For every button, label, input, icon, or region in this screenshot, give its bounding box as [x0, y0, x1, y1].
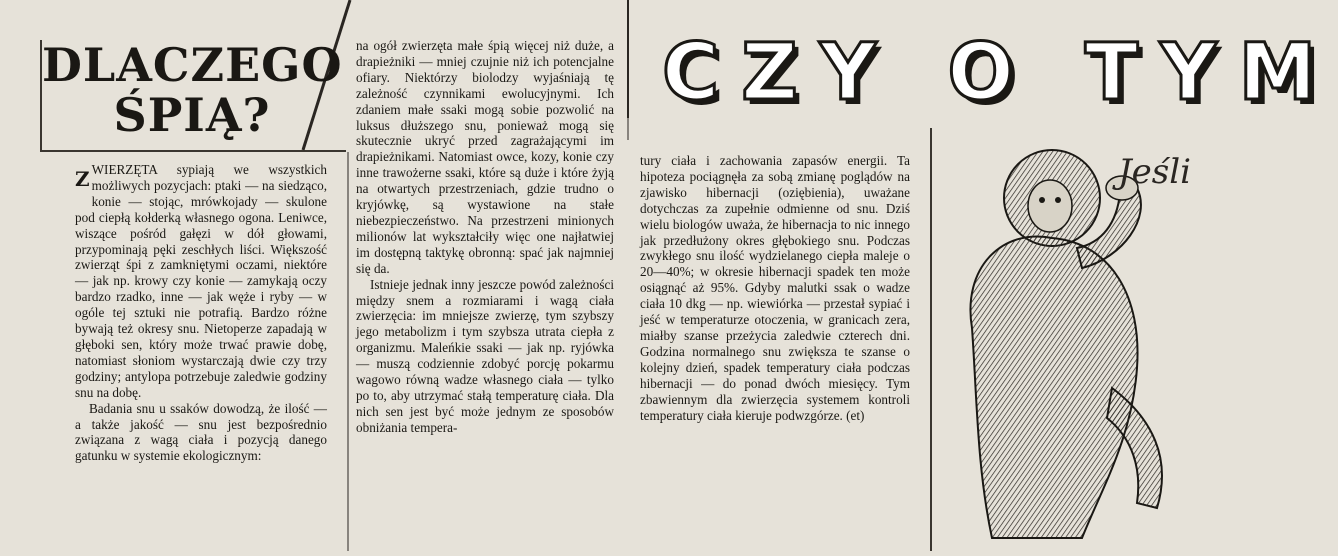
column1-paragraph-1: WIERZĘTA sypiają we wszystkich możliwych pozycjach: ptaki — na siedząco, konie — stojąc, mrówkojady — skulone pod ciepłą kołderką własnego ogona. Leniwce, wiszące pośród gałęzi w dół głowami, przypominają pęki zeschłych liści. Większość zwierząt śpi z zamkniętymi oczami, niektóre — jak np. krowy czy konie — zamykają oczy bardzo rzadko, inne — jak węże i ryby — w ogóle tej sztuki nie potrafią. Bardzo różne bywają też okresy snu. Nietoperze zapadają w głęboki sen, który może trwać prawie dobę, natomiast słoniom wystarczają dwie czy trzy godziny; antylopa potrzebuje zaledwie godziny snu na dobę.	[75, 162, 327, 400]
article-column-2	[356, 38, 614, 436]
article-column-3	[640, 153, 910, 423]
headline-line-2: ŚPIĄ?	[113, 88, 271, 142]
headline-line-1: DLACZEGO	[42, 38, 343, 92]
article-column-1	[75, 162, 327, 464]
column1-paragraph-2: Badania snu u ssaków dowodzą, że ilość — a także jakość — snu jest bezpośrednio związana z wagą ciała i pozycją danego gatunku w systemie ekologicznym:	[75, 400, 327, 464]
next-article-lead-word: Jeśli	[1118, 152, 1191, 192]
column3-paragraph-1: tury ciała i zachowania zapasów energii. Ta hipoteza pociągnęła za sobą zmianę poglądów na zjawisko hibernacji (oziębienia), uważane dotychczas za zupełnie odmienne od snu. Dziś wielu biologów uważa, że hibernacja to nic innego jak przedłużony okres głębokiego snu. Podczas zwykłego snu ilość wydzielanego ciepła maleje o 20—40%; w okresie hibernacji spadek ten może osiągnąć aż 95%. Gdyby malutki ssak o wadze ciała 10 dkg — np. wiewiórka — przestał sypiać i jeść w temperaturze otoczenia, w granicach zera, miałby szanse przeżycia zaledwie czterech dni. Godzina normalnego snu zwiększa te szanse o kolejny dzień, spadek temperatury ciała podczas hibernacji — do ponad dwóch miesięcy. Tym zbawiennym dla zwierzęcia systemem kontroli temperatury ciała kieruje podwzgórze. (et)	[640, 153, 910, 423]
column2-paragraph-2: Istnieje jednak inny jeszcze powód zależności między snem a rozmiarami i wagą ciała zwierzęcia: im mniejsze zwierzę, tym szybszy jego metabolizm i tym szybsza utrata ciepła z organizmu. Maleńkie ssaki — jak np. ryjówka — muszą codziennie zdobyć porcję pokarmu wagowo równą wadze własnego ciała — tylko po to, aby utrzymać stałą temperaturę ciała. Dla nich sen jest być może jednym ze sposobów obniżania tempera-	[356, 276, 614, 435]
column2-paragraph-1: na ogół zwierzęta małe śpią więcej niż duże, a drapieżniki — mniej czujnie niż ich potencjalne ofiary. Niektórzy biolodzy wyjaśniają tę zależność czynnikami ewolucyjnymi. Ich zdaniem małe ssaki mogą sobie pozwolić na luksus dłuższego snu, ponieważ mogą się skutecznie ukryć przed zagrażającymi im drapieżnikami. Natomiast owce, kozy, konie czy inne trawożerne ssaki, które są duże i które żyją na otwartych przestrzeniach, gdzie trudno o kryjówkę, są wystawione na stałe niebezpieczeństwo. Na przestrzeni minionych milionów lat wykształciły więc one najłatwiej im dostępną taktykę obronną: spać jak najmniej się da.	[356, 38, 614, 276]
drop-cap: Z	[75, 167, 90, 191]
article-headline	[42, 40, 342, 140]
next-article-title: CZY O TYM	[662, 28, 1338, 118]
